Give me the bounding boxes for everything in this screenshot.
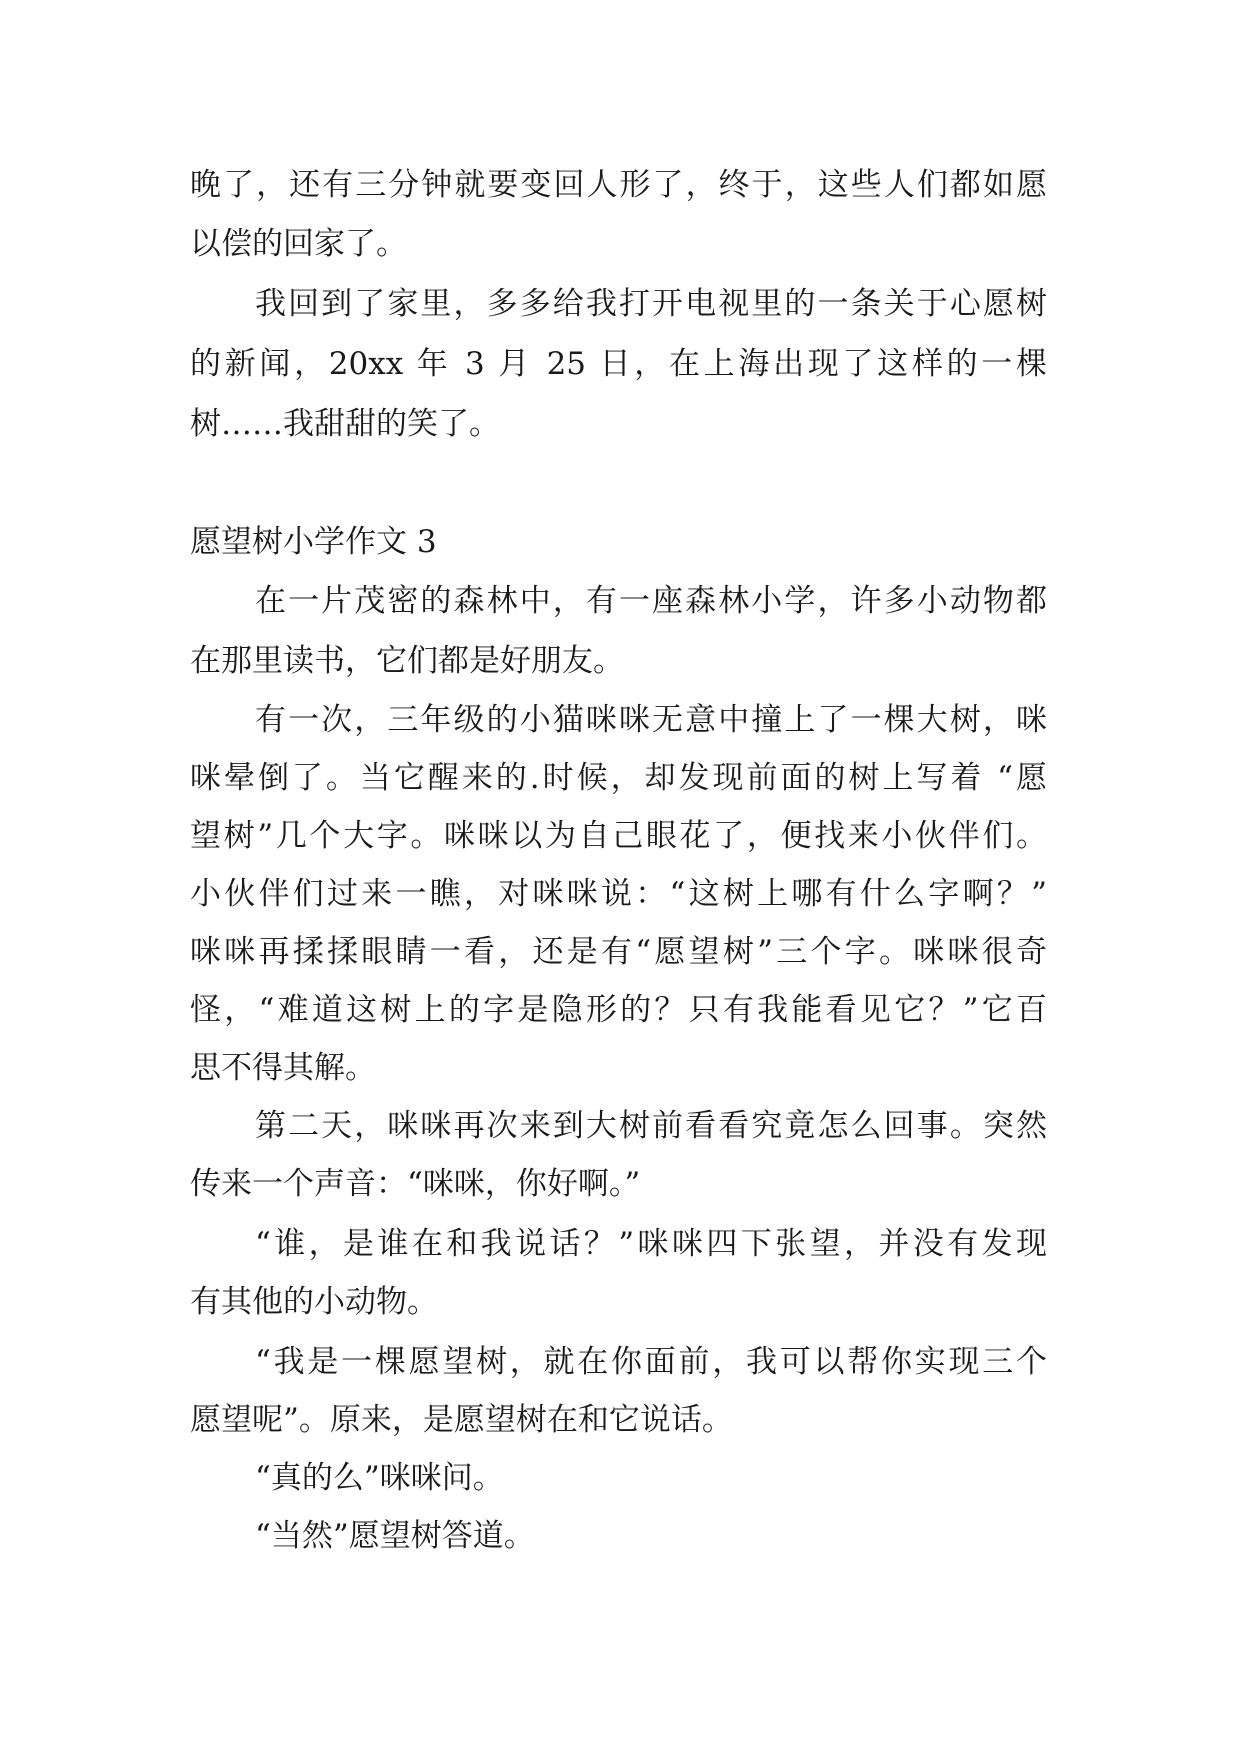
paragraph-first-line: “谁，是谁在和我说话？”咪咪四下张望，并没有发现 (255, 1226, 1047, 1262)
text-line: 有其他的小动物。 (190, 1284, 438, 1320)
paragraph-first-line: 在一片茂密的森林中，有一座森林小学，许多小动物都 (255, 583, 1047, 619)
text-line: 思不得其解。 (190, 1050, 376, 1086)
text-line: 咪晕倒了。当它醒来的.时候，却发现前面的树上写着 “愿 (190, 760, 1047, 796)
text-line: 以偿的回家了。 (190, 226, 407, 262)
paragraph-first-line: 第二天，咪咪再次来到大树前看看究竟怎么回事。突然 (255, 1108, 1047, 1144)
text-line: 的新闻，20xx 年 3 月 25 日，在上海出现了这样的一棵 (190, 346, 1047, 382)
paragraph-first-line: 有一次，三年级的小猫咪咪无意中撞上了一棵大树，咪 (255, 702, 1047, 738)
text-line: 传来一个声音：“咪咪，你好啊。” (190, 1166, 641, 1202)
text-line: 望树”几个大字。咪咪以为自己眼花了，便找来小伙伴们。 (190, 818, 1047, 854)
text-line: 树……我甜甜的笑了。 (190, 406, 500, 442)
text-line: 晚了，还有三分钟就要变回人形了，终于，这些人们都如愿 (190, 167, 1047, 203)
paragraph-first-line: “当然”愿望树答道。 (255, 1518, 535, 1554)
section-heading: 愿望树小学作文 3 (190, 524, 437, 560)
paragraph-first-line: “真的么”咪咪问。 (255, 1460, 504, 1496)
text-line: 小伙伴们过来一瞧，对咪咪说：“这树上哪有什么字啊？” (190, 876, 1047, 912)
text-line: 咪咪再揉揉眼睛一看，还是有“愿望树”三个字。咪咪很奇 (190, 934, 1047, 970)
text-line: 怪，“难道这树上的字是隐形的？只有我能看见它？”它百 (190, 992, 1047, 1028)
text-line: 在那里读书，它们都是好朋友。 (190, 643, 624, 679)
text-line: 愿望呢”。原来，是愿望树在和它说话。 (190, 1402, 733, 1438)
paragraph-first-line: 我回到了家里，多多给我打开电视里的一条关于心愿树 (255, 286, 1047, 322)
paragraph-first-line: “我是一棵愿望树，就在你面前，我可以帮你实现三个 (255, 1344, 1047, 1380)
